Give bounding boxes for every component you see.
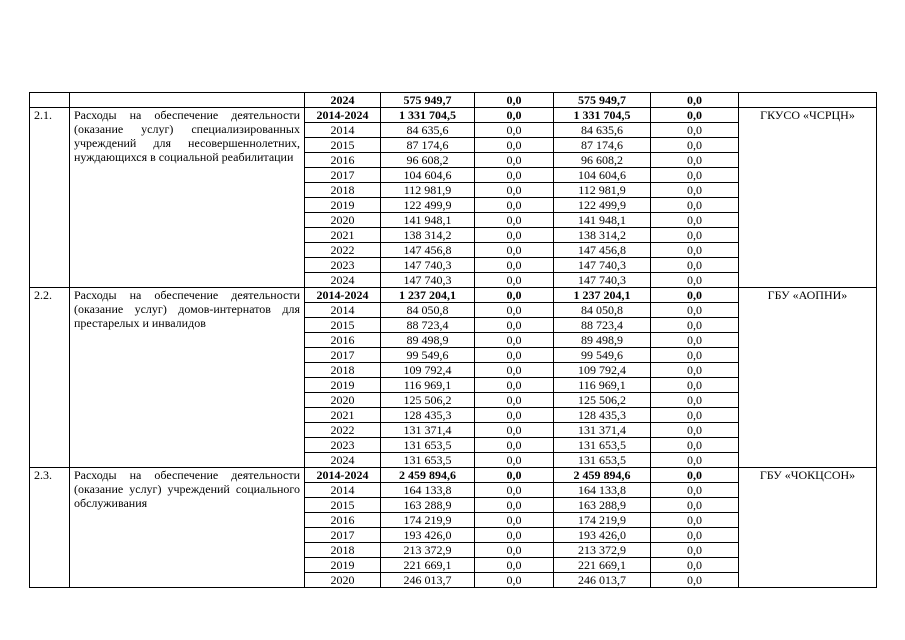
cell-col-b: 1 331 704,5 (554, 108, 651, 123)
cell-col-c: 0,0 (651, 483, 739, 498)
cell-year: 2017 (305, 528, 381, 543)
cell-col-a: 0,0 (475, 528, 554, 543)
cell-col-a: 0,0 (475, 558, 554, 573)
cell-col-c: 0,0 (651, 183, 739, 198)
cell-col-c: 0,0 (651, 168, 739, 183)
cell-total: 147 740,3 (381, 273, 475, 288)
cell-col-b: 131 653,5 (554, 438, 651, 453)
cell-col-b: 122 499,9 (554, 198, 651, 213)
section-number: 2.2. (30, 288, 70, 468)
cell-col-a: 0,0 (475, 303, 554, 318)
cell-col-b: 84 635,6 (554, 123, 651, 138)
cell-total: 131 653,5 (381, 438, 475, 453)
cell-col-a: 0,0 (475, 573, 554, 588)
section-number: 2.3. (30, 468, 70, 588)
cell-col-b: 163 288,9 (554, 498, 651, 513)
cell-col-c: 0,0 (651, 93, 739, 108)
cell-total: 84 635,6 (381, 123, 475, 138)
cell-col-a: 0,0 (475, 483, 554, 498)
cell-year: 2022 (305, 423, 381, 438)
cell-year: 2019 (305, 378, 381, 393)
cell-total: 109 792,4 (381, 363, 475, 378)
cell-col-a: 0,0 (475, 168, 554, 183)
cell-col-b: 89 498,9 (554, 333, 651, 348)
cell-year: 2024 (305, 273, 381, 288)
cell-total: 128 435,3 (381, 408, 475, 423)
cell-total: 84 050,8 (381, 303, 475, 318)
cell-col-b: 2 459 894,6 (554, 468, 651, 483)
section-number: 2.1. (30, 108, 70, 288)
cell-total: 221 669,1 (381, 558, 475, 573)
cell-year: 2014 (305, 483, 381, 498)
table-row (30, 468, 877, 483)
cell-col-b: 88 723,4 (554, 318, 651, 333)
cell-total: 147 740,3 (381, 258, 475, 273)
cell-total: 193 426,0 (381, 528, 475, 543)
cell-year: 2020 (305, 573, 381, 588)
cell-col-b: 575 949,7 (554, 93, 651, 108)
cell-col-a: 0,0 (475, 333, 554, 348)
cell-year: 2017 (305, 348, 381, 363)
cell-col-b: 138 314,2 (554, 228, 651, 243)
cell-col-a: 0,0 (475, 273, 554, 288)
cell-total: 1 331 704,5 (381, 108, 475, 123)
cell-col-b: 147 740,3 (554, 273, 651, 288)
cell-year: 2016 (305, 513, 381, 528)
cell-year: 2024 (305, 93, 381, 108)
section-description: Расходы на обеспечение деятельности (оказание услуг) специализированных учреждений для несовершеннолетних, нуждающихся в социальной реабилитации (70, 108, 305, 288)
cell-year: 2014 (305, 123, 381, 138)
cell-col-a: 0,0 (475, 183, 554, 198)
cell-col-a: 0,0 (475, 363, 554, 378)
cell-year: 2021 (305, 228, 381, 243)
cell-col-a: 0,0 (475, 408, 554, 423)
section-executor: ГКУСО «ЧСРЦН» (739, 108, 877, 288)
cell-year: 2018 (305, 183, 381, 198)
cell-year: 2015 (305, 498, 381, 513)
cell-col-a: 0,0 (475, 153, 554, 168)
cell-col-b: 213 372,9 (554, 543, 651, 558)
section-executor: ГБУ «АОПНИ» (739, 288, 877, 468)
cell-col-a: 0,0 (475, 393, 554, 408)
cell-year: 2018 (305, 543, 381, 558)
cell-col-a: 0,0 (475, 498, 554, 513)
cell-col-a: 0,0 (475, 468, 554, 483)
cell-col-a: 0,0 (475, 288, 554, 303)
cell-year: 2014-2024 (305, 468, 381, 483)
cell-year: 2020 (305, 393, 381, 408)
cell-col-a: 0,0 (475, 348, 554, 363)
cell-total: 131 371,4 (381, 423, 475, 438)
cell-total: 96 608,2 (381, 153, 475, 168)
cell-year: 2018 (305, 363, 381, 378)
table-row (30, 108, 877, 123)
cell-total: 2 459 894,6 (381, 468, 475, 483)
table-row-top (30, 93, 877, 108)
cell-col-c: 0,0 (651, 408, 739, 423)
cell-total: 141 948,1 (381, 213, 475, 228)
cell-col-a: 0,0 (475, 543, 554, 558)
cell-col-b: 164 133,8 (554, 483, 651, 498)
table-body (30, 93, 877, 588)
cell-desc (70, 93, 305, 108)
cell-total: 164 133,8 (381, 483, 475, 498)
cell-total: 174 219,9 (381, 513, 475, 528)
cell-col-b: 131 653,5 (554, 453, 651, 468)
cell-year: 2016 (305, 333, 381, 348)
section-description: Расходы на обеспечение деятельности (оказание услуг) домов-интернатов для престарелых и инвалидов (70, 288, 305, 468)
cell-total: 99 549,6 (381, 348, 475, 363)
cell-executor (739, 93, 877, 108)
cell-total: 116 969,1 (381, 378, 475, 393)
cell-col-b: 1 237 204,1 (554, 288, 651, 303)
cell-year: 2014 (305, 303, 381, 318)
cell-total: 87 174,6 (381, 138, 475, 153)
cell-col-c: 0,0 (651, 438, 739, 453)
cell-col-c: 0,0 (651, 393, 739, 408)
cell-total: 112 981,9 (381, 183, 475, 198)
cell-col-c: 0,0 (651, 333, 739, 348)
cell-col-c: 0,0 (651, 213, 739, 228)
cell-col-b: 128 435,3 (554, 408, 651, 423)
cell-col-c: 0,0 (651, 138, 739, 153)
cell-col-c: 0,0 (651, 303, 739, 318)
cell-year: 2020 (305, 213, 381, 228)
cell-col-a: 0,0 (475, 228, 554, 243)
cell-col-a: 0,0 (475, 108, 554, 123)
cell-col-a: 0,0 (475, 123, 554, 138)
cell-year: 2014-2024 (305, 288, 381, 303)
cell-year: 2015 (305, 138, 381, 153)
budget-table (29, 92, 877, 588)
cell-col-c: 0,0 (651, 258, 739, 273)
cell-col-c: 0,0 (651, 468, 739, 483)
cell-total: 125 506,2 (381, 393, 475, 408)
section-description: Расходы на обеспечение деятельности (оказание услуг) учреждений социального обслуживания (70, 468, 305, 588)
cell-col-c: 0,0 (651, 153, 739, 168)
cell-col-c: 0,0 (651, 453, 739, 468)
cell-col-c: 0,0 (651, 228, 739, 243)
cell-total: 138 314,2 (381, 228, 475, 243)
cell-col-c: 0,0 (651, 528, 739, 543)
cell-col-b: 116 969,1 (554, 378, 651, 393)
cell-total: 1 237 204,1 (381, 288, 475, 303)
cell-col-c: 0,0 (651, 543, 739, 558)
cell-num (30, 93, 70, 108)
cell-col-c: 0,0 (651, 108, 739, 123)
cell-col-c: 0,0 (651, 498, 739, 513)
table-row (30, 288, 877, 303)
cell-col-c: 0,0 (651, 198, 739, 213)
cell-col-b: 99 549,6 (554, 348, 651, 363)
cell-col-b: 131 371,4 (554, 423, 651, 438)
cell-col-a: 0,0 (475, 423, 554, 438)
cell-year: 2019 (305, 198, 381, 213)
cell-col-a: 0,0 (475, 438, 554, 453)
cell-col-b: 84 050,8 (554, 303, 651, 318)
cell-year: 2019 (305, 558, 381, 573)
cell-col-a: 0,0 (475, 378, 554, 393)
cell-col-c: 0,0 (651, 558, 739, 573)
cell-year: 2015 (305, 318, 381, 333)
cell-year: 2016 (305, 153, 381, 168)
cell-total: 89 498,9 (381, 333, 475, 348)
cell-col-b: 87 174,6 (554, 138, 651, 153)
cell-col-c: 0,0 (651, 423, 739, 438)
cell-col-c: 0,0 (651, 243, 739, 258)
cell-col-b: 147 740,3 (554, 258, 651, 273)
cell-col-a: 0,0 (475, 198, 554, 213)
cell-year: 2014-2024 (305, 108, 381, 123)
cell-col-c: 0,0 (651, 573, 739, 588)
cell-col-b: 147 456,8 (554, 243, 651, 258)
cell-year: 2022 (305, 243, 381, 258)
cell-col-b: 174 219,9 (554, 513, 651, 528)
cell-col-a: 0,0 (475, 93, 554, 108)
cell-col-b: 112 981,9 (554, 183, 651, 198)
cell-total: 122 499,9 (381, 198, 475, 213)
cell-col-c: 0,0 (651, 378, 739, 393)
cell-col-b: 221 669,1 (554, 558, 651, 573)
cell-total: 246 013,7 (381, 573, 475, 588)
cell-col-b: 141 948,1 (554, 213, 651, 228)
cell-col-c: 0,0 (651, 318, 739, 333)
section-executor: ГБУ «ЧОКЦСОН» (739, 468, 877, 588)
cell-total: 575 949,7 (381, 93, 475, 108)
cell-col-b: 246 013,7 (554, 573, 651, 588)
cell-col-c: 0,0 (651, 513, 739, 528)
cell-col-b: 193 426,0 (554, 528, 651, 543)
cell-col-c: 0,0 (651, 348, 739, 363)
cell-col-c: 0,0 (651, 273, 739, 288)
cell-col-a: 0,0 (475, 138, 554, 153)
cell-col-c: 0,0 (651, 123, 739, 138)
cell-col-a: 0,0 (475, 258, 554, 273)
cell-col-b: 104 604,6 (554, 168, 651, 183)
cell-col-a: 0,0 (475, 318, 554, 333)
cell-total: 88 723,4 (381, 318, 475, 333)
cell-year: 2023 (305, 438, 381, 453)
cell-col-b: 96 608,2 (554, 153, 651, 168)
cell-total: 163 288,9 (381, 498, 475, 513)
cell-col-a: 0,0 (475, 213, 554, 228)
cell-year: 2017 (305, 168, 381, 183)
cell-year: 2024 (305, 453, 381, 468)
cell-col-b: 125 506,2 (554, 393, 651, 408)
cell-col-c: 0,0 (651, 363, 739, 378)
cell-total: 213 372,9 (381, 543, 475, 558)
cell-col-c: 0,0 (651, 288, 739, 303)
cell-total: 147 456,8 (381, 243, 475, 258)
cell-col-a: 0,0 (475, 243, 554, 258)
cell-total: 131 653,5 (381, 453, 475, 468)
cell-col-a: 0,0 (475, 513, 554, 528)
cell-year: 2021 (305, 408, 381, 423)
cell-total: 104 604,6 (381, 168, 475, 183)
cell-col-a: 0,0 (475, 453, 554, 468)
cell-col-b: 109 792,4 (554, 363, 651, 378)
cell-year: 2023 (305, 258, 381, 273)
